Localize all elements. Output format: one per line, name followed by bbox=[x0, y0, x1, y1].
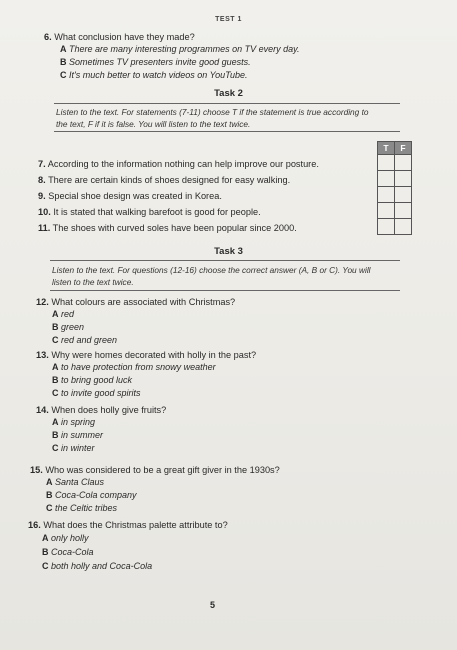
answer-cell-11-f[interactable] bbox=[395, 219, 412, 235]
question-12: 12. What colours are associated with Christmas? bbox=[36, 297, 236, 307]
option-14c: C in winter bbox=[52, 443, 95, 453]
question-13: 13. Why were homes decorated with holly in the past? bbox=[36, 350, 257, 360]
statement-8: 8. There are certain kinds of shoes designed for easy walking. bbox=[38, 175, 291, 185]
option-16b: B Coca-Cola bbox=[42, 547, 94, 557]
option-16a: A only holly bbox=[42, 533, 89, 543]
option-6a: A There are many interesting programmes on TV every day. bbox=[60, 44, 300, 54]
column-t-header: T bbox=[378, 142, 395, 155]
answer-cell-7-f[interactable] bbox=[395, 155, 412, 171]
statement-11: 11. The shoes with curved soles have been popular since 2000. bbox=[38, 223, 297, 233]
statement-10: 10. It is stated that walking barefoot is good for people. bbox=[38, 207, 261, 217]
column-f-header: F bbox=[395, 142, 412, 155]
answer-cell-8-f[interactable] bbox=[395, 171, 412, 187]
answer-cell-9-f[interactable] bbox=[395, 187, 412, 203]
true-false-answer-grid bbox=[377, 141, 412, 235]
option-16c: C both holly and Coca-Cola bbox=[42, 561, 153, 571]
task-3-instruction: Listen to the text. For questions (12-16) choose the correct answer (A, B or C). You will listen to the text twice. bbox=[52, 265, 371, 287]
question-15: 15. Who was considered to be a great gift giver in the 1930s? bbox=[30, 465, 280, 475]
answer-cell-10-f[interactable] bbox=[395, 203, 412, 219]
divider bbox=[50, 290, 400, 291]
task-2-title: Task 2 bbox=[214, 88, 243, 99]
question-16: 16. What does the Christmas palette attribute to? bbox=[28, 520, 228, 530]
option-14b: B in summer bbox=[52, 430, 104, 440]
option-12a: A red bbox=[52, 309, 75, 319]
task-3-title: Task 3 bbox=[214, 246, 243, 257]
option-13a: A to have protection from snowy weather bbox=[52, 362, 216, 372]
option-12c: C red and green bbox=[52, 335, 118, 345]
answer-cell-11-t[interactable] bbox=[378, 219, 395, 235]
statement-7: 7. According to the information nothing can help improve our posture. bbox=[38, 159, 319, 169]
option-6b: B Sometimes TV presenters invite good guests. bbox=[60, 57, 251, 67]
option-15c: C the Celtic tribes bbox=[46, 503, 118, 513]
option-13c: C to invite good spirits bbox=[52, 388, 141, 398]
page-number: 5 bbox=[209, 600, 215, 610]
statement-9: 9. Special shoe design was created in Korea. bbox=[38, 191, 222, 201]
answer-cell-7-t[interactable] bbox=[378, 155, 395, 171]
divider bbox=[54, 131, 400, 132]
option-13b: B to bring good luck bbox=[52, 375, 133, 385]
option-15a: A Santa Claus bbox=[46, 477, 105, 487]
question-6 bbox=[44, 32, 195, 42]
question-text: What conclusion have they made? bbox=[54, 32, 195, 42]
option-14a: A in spring bbox=[52, 417, 96, 427]
option-6c: C It's much better to watch videos on YouTube. bbox=[60, 70, 248, 80]
answer-cell-10-t[interactable] bbox=[378, 203, 395, 219]
answer-cell-8-t[interactable] bbox=[378, 171, 395, 187]
task-2-instruction: Listen to the text. For statements (7-11) choose T if the statement is true according to the text, F if it is false. You will listen to the text twice. bbox=[56, 107, 369, 129]
divider bbox=[54, 103, 400, 104]
answer-cell-9-t[interactable] bbox=[378, 187, 395, 203]
question-14: 14. When does holly give fruits? bbox=[36, 405, 167, 415]
page-header: TEST 1 bbox=[215, 16, 242, 23]
question-number: 6. bbox=[44, 32, 52, 42]
option-12b: B green bbox=[52, 322, 85, 332]
option-15b: B Coca-Cola company bbox=[46, 490, 137, 500]
divider bbox=[50, 260, 400, 261]
